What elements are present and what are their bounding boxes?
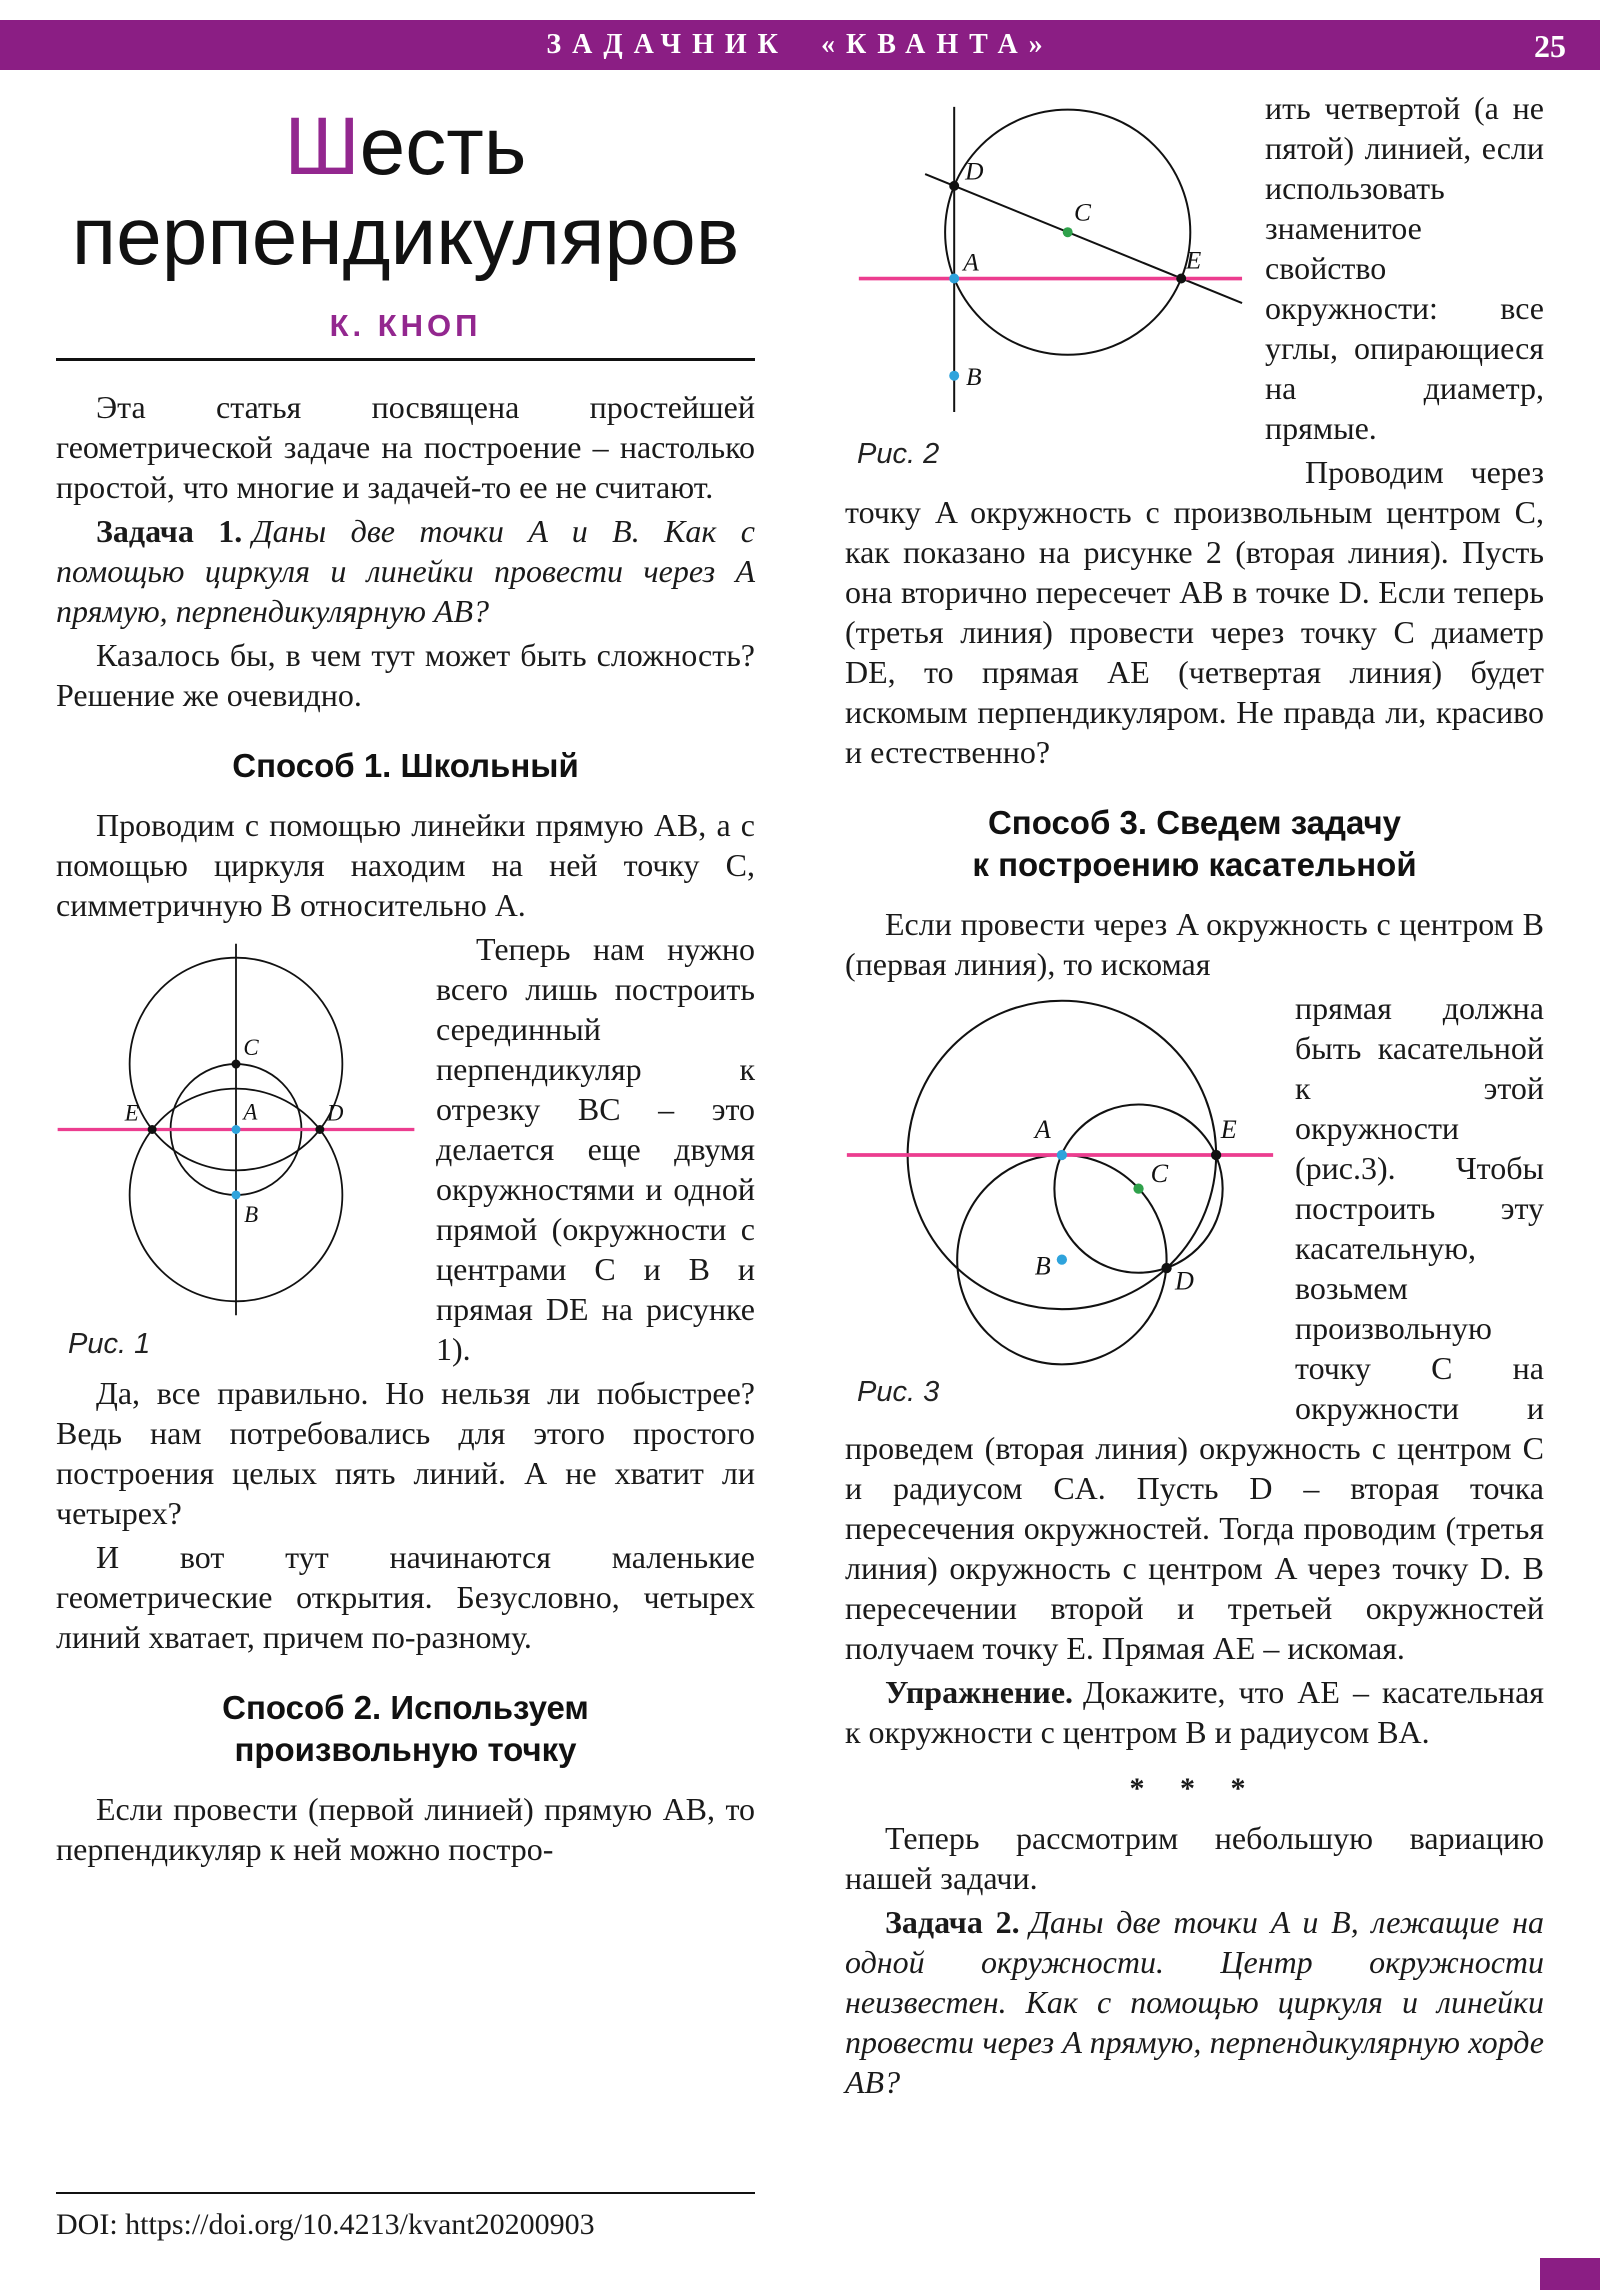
fig2-label-a: A [963, 248, 979, 277]
fig3-label-e: E [1220, 1115, 1237, 1145]
method1-paragraph-4: И вот тут начинаются маленькие геометрические открытия. Безусловно, четырех линий хватает, причем по-разному. [56, 1539, 755, 1655]
continuation-paragraph-2: Проводим через точку A окружность с произвольным центром C, как показано на рисунке 2 (вторая линия). Пусть она вторично пересечет AB в точке D. Если теперь (третья линия) провести через точку C диаметр DE, то прямая AE (четвертая линия) будет искомым перпендикуляром. Не правда ли, красиво и естественно? [845, 454, 1544, 770]
task2-label: Задача 2. [885, 1904, 1020, 1940]
title-line-1 [284, 101, 526, 192]
fig2-point-a [949, 274, 959, 284]
page-number: 25 [1534, 28, 1566, 64]
article-title [56, 102, 755, 282]
author-divider [56, 358, 755, 361]
method1-heading: Способ 1. Школьный [232, 747, 579, 784]
fig3-point-e [1211, 1150, 1221, 1160]
fig1-label-c: C [243, 1035, 259, 1061]
fig1-label-e: E [124, 1100, 139, 1126]
fig3-point-b [1057, 1255, 1067, 1265]
method2-heading-line2: произвольную точку [234, 1731, 577, 1768]
fig2-label-e: E [1185, 246, 1202, 275]
method1-paragraph-1: Проводим с помощью линейки прямую AB, а с помощью циркуля находим на ней точку C, симметричную B относительно A. [56, 807, 755, 923]
corner-color-tab [1540, 2258, 1600, 2290]
fig3-label-d: D [1174, 1266, 1194, 1296]
task2-paragraph [845, 1902, 1544, 2102]
left-column [56, 88, 755, 2106]
fig2-point-d [949, 181, 959, 191]
method2-paragraph-1: Если провести (первой линией) прямую AB, то перпендикуляр к ней можно постро- [56, 1791, 755, 1867]
method3-paragraph-1a: Если провести через A окружность с центром B (первая линия), то искомая [845, 906, 1544, 982]
fig3-point-a [1057, 1150, 1067, 1160]
figure-3 [845, 996, 1275, 1409]
fig2-point-b [949, 371, 959, 381]
figure-1 [56, 937, 416, 1361]
section-title: ЗАДАЧНИК «КВАНТА» [546, 29, 1054, 60]
title-initial-letter: Ш [284, 101, 360, 192]
fig2-line-diameter-de [925, 174, 1242, 303]
figure-2 [845, 96, 1245, 471]
fig2-label-b: B [965, 362, 982, 391]
task1-paragraph [56, 511, 755, 631]
fig2-drawing [845, 96, 1245, 432]
continuation-paragraph-1: ить четвертой (а не пятой) линией, если использовать знаменитое свойство окружности: все углы, опирающиеся на диаметр, прямые. [1265, 90, 1544, 446]
fig1-label-a: A [243, 1099, 258, 1125]
exercise-label: Упражнение. [885, 1674, 1074, 1710]
fig3-point-c [1133, 1183, 1143, 1193]
task1-text: Даны две точки A и B. Как с помощью циркуля и линейки провести через A прямую, перпендикулярную AB? [56, 513, 756, 629]
variation-paragraph: Теперь рассмотрим небольшую вариацию нашей задачи. [845, 1820, 1544, 1896]
exercise-text: Докажите, что AE – касательная к окружности с центром B и радиусом BA. [845, 1674, 1544, 1750]
fig2-label-d: D [965, 157, 984, 186]
fig1-point-b [232, 1190, 241, 1199]
right-column [845, 88, 1544, 2106]
fig3-label-a: A [1034, 1115, 1051, 1145]
fig1-point-e [148, 1125, 157, 1134]
fig2-caption: Рис. 2 [857, 438, 940, 470]
intro-paragraph: Эта статья посвящена простейшей геометрической задаче на построение – настолько простой, что многие и задачей-то ее не считают. [56, 389, 755, 505]
method3-heading-line1: Способ 3. Сведем задачу [987, 804, 1402, 841]
method3-heading-line2: к построению касательной [972, 846, 1417, 883]
fig1-point-c [232, 1060, 241, 1069]
task2-text: Даны две точки A и B, лежащие на одной окружности. Центр окружности неизвестен. Как с помощью циркуля и линейки провести через A прямую, перпендикулярную хорде AB? [845, 1904, 1545, 2100]
method1-paragraph-3: Да, все правильно. Но нельзя ли побыстрее? Ведь нам потребовались для этого простого построения целых пять линий. А не хватит ли четырех? [56, 1375, 755, 1531]
method2-heading-line1: Способ 2. Используем [222, 1689, 589, 1726]
fig1-point-a [232, 1125, 241, 1134]
method2-heading [56, 1687, 755, 1771]
fig3-point-d [1161, 1263, 1171, 1273]
fig1-point-d [315, 1125, 324, 1134]
fig2-point-c [1063, 227, 1073, 237]
fig1-drawing [56, 937, 416, 1322]
fig2-label-c: C [1074, 198, 1092, 227]
author-name: К. КНОП [329, 308, 482, 343]
fig3-caption: Рис. 3 [857, 1376, 940, 1408]
method1-paragraph-2: Теперь нам нужно всего лишь построить серединный перпендикуляр к отрезку BC – это делается еще двумя окружностями и одной прямой (окружности с центрами C и B и прямая DE на рисунке 1). [436, 931, 755, 1367]
fig2-point-e [1176, 274, 1186, 284]
header-bar [0, 20, 1600, 70]
fig3-label-b: B [1034, 1251, 1051, 1281]
section-separator: * * * [1129, 1772, 1260, 1805]
fig3-drawing [845, 996, 1275, 1370]
title-line1-rest: есть [359, 101, 527, 192]
method3-heading [845, 802, 1544, 886]
doi-footnote: DOI: https://doi.org/10.4213/kvant20200903 [56, 2192, 755, 2242]
exercise-paragraph [845, 1672, 1544, 1752]
method3-paragraph-1b: прямая должна быть касательной к этой окружности (рис.3). Чтобы построить эту касательную, возьмем произвольную точку C на окружности и проведем (вторая линия) окружность с центром C и радиусом CA. Пусть D – вторая точка пересечения окружностей. Тогда проводим (третья линия) окружность с центром A через точку D. В пересечении второй и третьей окружностей получаем точку E. Прямая AE – искомая. [845, 990, 1544, 1666]
task1-label: Задача 1. [96, 513, 243, 549]
fig1-label-d: D [326, 1100, 344, 1126]
fig3-label-c: C [1150, 1159, 1169, 1189]
title-line-2: перпендикуляров [71, 191, 740, 282]
obvious-paragraph: Казалось бы, в чем тут может быть сложность? Решение же очевидно. [56, 637, 755, 713]
fig1-label-b: B [244, 1201, 259, 1227]
fig1-caption: Рис. 1 [68, 1328, 151, 1360]
